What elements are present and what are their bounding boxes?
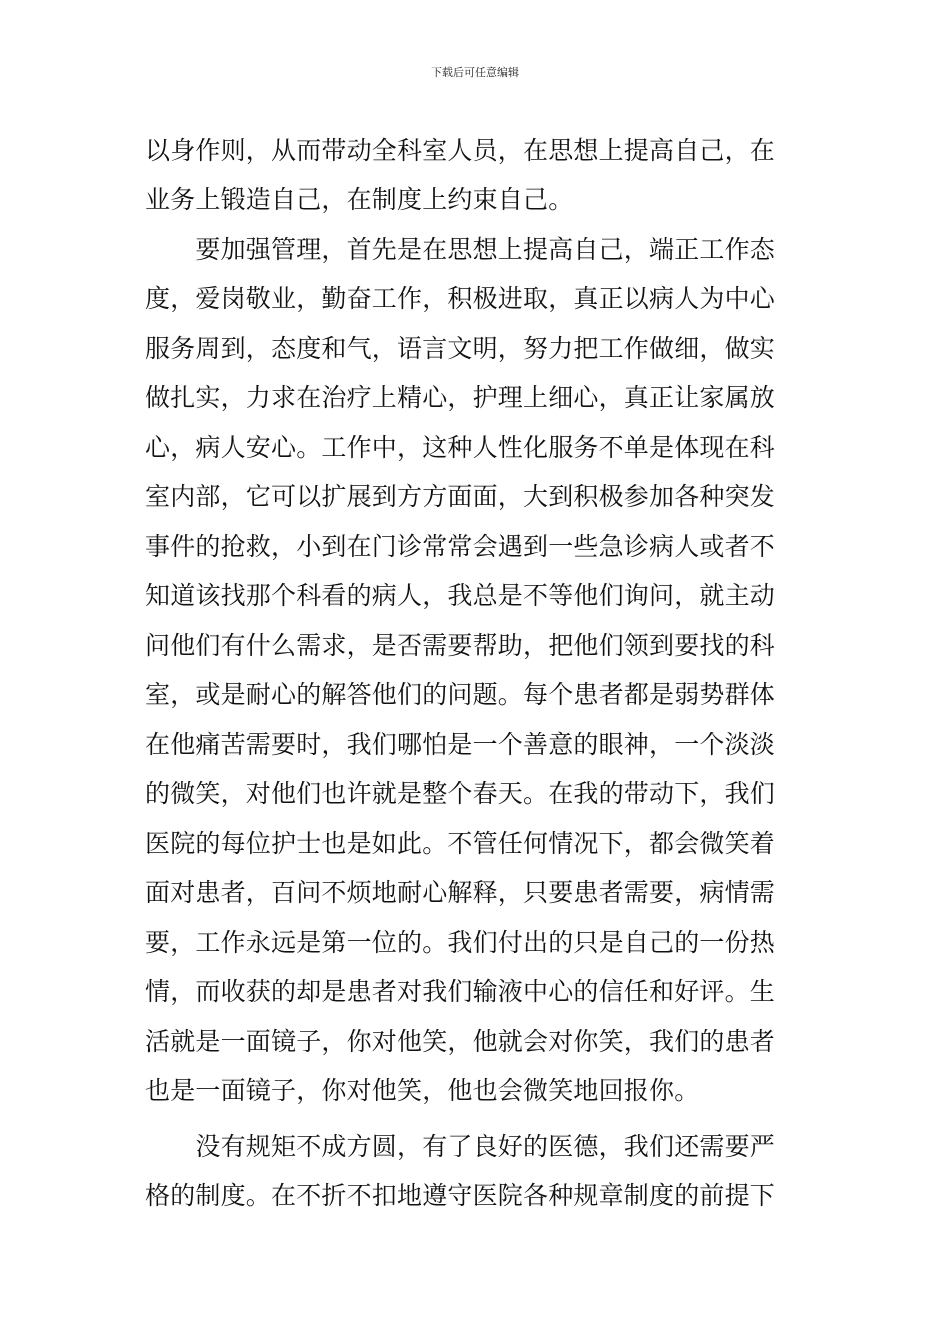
text-line: 问他们有什么需求，是否需要帮助，把他们领到要找的科: [145, 631, 776, 660]
text-line: 以身作则，从而带动全科室人员，在思想上提高自己，在: [145, 136, 776, 165]
text-line: 室，或是耐心的解答他们的问题。每个患者都是弱势群体: [145, 680, 776, 709]
text-line: 服务周到，态度和气，语言文明，努力把工作做细，做实: [145, 334, 776, 363]
text-line: 没有规矩不成方圆，有了良好的医德，我们还需要严: [145, 1132, 776, 1161]
text-line: 面对患者，百问不烦地耐心解释，只要患者需要，病情需: [145, 878, 776, 907]
text-line: 知道该找那个科看的病人，我总是不等他们询问，就主动: [145, 581, 776, 610]
text-line: 在他痛苦需要时，我们哪怕是一个善意的眼神，一个淡淡: [145, 730, 776, 759]
text-line: 事件的抢救，小到在门诊常常会遇到一些急诊病人或者不: [145, 532, 776, 561]
text-line: 情，而收获的却是患者对我们输液中心的信任和好评。生: [145, 977, 776, 1006]
text-line: 度，爱岗敬业，勤奋工作，积极进取，真正以病人为中心: [145, 284, 776, 313]
text-line: 格的制度。在不折不扣地遵守医院各种规章制度的前提下: [145, 1181, 776, 1210]
text-line: 要加强管理，首先是在思想上提高自己，端正工作态: [145, 235, 776, 264]
text-line: 的微笑，对他们也许就是整个春天。在我的带动下，我们: [145, 779, 776, 808]
page-header: 下载后可任意编辑: [431, 66, 519, 79]
text-line: 做扎实，力求在治疗上精心，护理上细心，真正让家属放: [145, 383, 776, 412]
text-line: 活就是一面镜子，你对他笑，他就会对你笑，我们的患者: [145, 1027, 776, 1056]
text-line: 要，工作永远是第一位的。我们付出的只是自己的一份热: [145, 928, 776, 957]
text-line: 也是一面镜子，你对他笑，他也会微笑地回报你。: [145, 1076, 700, 1105]
text-line: 医院的每位护士也是如此。不管任何情况下，都会微笑着: [145, 829, 776, 858]
text-line: 室内部，它可以扩展到方方面面，大到积极参加各种突发: [145, 482, 776, 511]
text-line: 业务上锻造自己，在制度上约束自己。: [145, 185, 574, 214]
text-line: 心，病人安心。工作中，这种人性化服务不单是体现在科: [145, 433, 776, 462]
